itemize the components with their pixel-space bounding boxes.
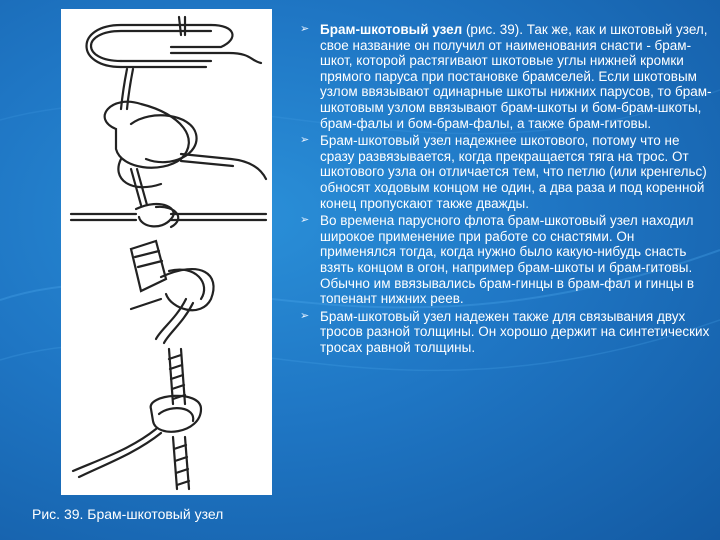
knot-step-5-drawing bbox=[73, 349, 201, 489]
arrow-bullet-icon: ➢ bbox=[300, 134, 310, 147]
knot-step-3-drawing bbox=[71, 169, 266, 227]
arrow-bullet-icon: ➢ bbox=[300, 214, 310, 227]
paragraph-4-text: Брам-шкотовый узел надежен также для связывания двух тросов разной толщины. Он хорошо держит на синтетических тросах равной толщины. bbox=[320, 308, 710, 355]
arrow-bullet-icon: ➢ bbox=[300, 309, 310, 322]
paragraph-3 bbox=[298, 213, 712, 307]
sheet-bend-knot-drawings bbox=[61, 9, 272, 495]
knot-step-1-drawing bbox=[87, 17, 262, 67]
figure-caption: Рис. 39. Брам-шкотовый узел bbox=[32, 506, 224, 522]
paragraph-4 bbox=[298, 309, 712, 356]
paragraph-1-text: (рис. 39). Так же, как и шкотовый узел, свое название он получил от наименования снасти - брам-шкот, которой растягивают шкотовые углы нижней кромки прямого паруса при постановке брамселей. Если шкотовым узлом ввязывают одинарные шкоты нижних парусов, то брам-шкотовым узлом ввязывают брам-шкоты и бом-брам-шкоты, брам-фалы и бом-брам-фалы, а также брам-гитовы. bbox=[320, 22, 712, 131]
paragraph-2 bbox=[298, 133, 712, 211]
paragraph-3-text: Во времена парусного флота брам-шкотовый узел находил широкое применение при работе со снастями. Он применялся тогда, когда нужно было какую-нибудь снасть взять концом в огон, например брам-шкоты и брам-гитовы. Обычно им ввязывались брам-гинцы в брам-фал и гинцы в топенант нижних реев. bbox=[320, 213, 695, 307]
description-text bbox=[298, 22, 712, 357]
knot-step-4-drawing bbox=[131, 241, 214, 343]
paragraph-1-lead: Брам-шкотовый узел bbox=[320, 22, 463, 37]
paragraph-2-text: Брам-шкотовый узел надежнее шкотового, потому что не сразу развязывается, когда прекращается тяга на трос. От шкотового узла он отличается тем, что петлю (или кренгельс) обносят ходовым концом не один, а два раза и под коренной конец пропускают также дважды. bbox=[320, 133, 707, 211]
arrow-bullet-icon: ➢ bbox=[300, 23, 310, 35]
paragraph-1 bbox=[298, 22, 712, 131]
knot-step-2-drawing bbox=[105, 69, 266, 187]
knot-illustration-panel bbox=[61, 9, 272, 495]
